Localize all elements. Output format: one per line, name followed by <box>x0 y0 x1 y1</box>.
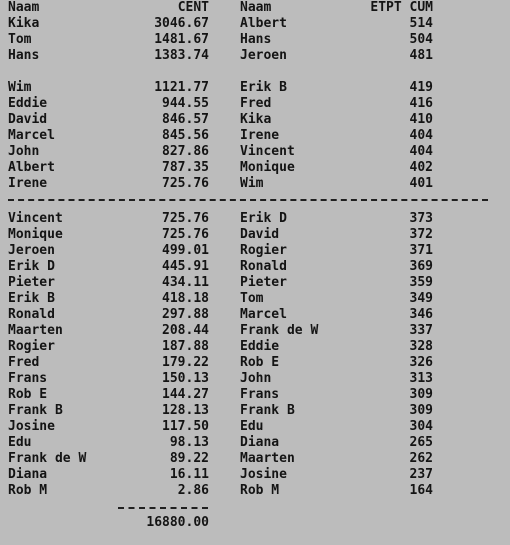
cent-row-name: John <box>8 144 40 159</box>
etpt-row-name: Rogier <box>240 243 287 258</box>
etpt-row-name: Pieter <box>240 275 287 290</box>
etpt-row-value: 164 <box>409 483 433 498</box>
cent-row-value: 787.35 <box>162 160 209 175</box>
etpt-row-name: Monique <box>240 160 295 175</box>
cent-row-name: Rogier <box>8 339 55 354</box>
etpt-row-name: Marcel <box>240 307 287 322</box>
cent-row-name: Marcel <box>8 128 55 143</box>
cent-row-value: 144.27 <box>162 387 209 402</box>
cent-row-name: Rob M <box>8 483 48 498</box>
etpt-row-value: 328 <box>409 339 433 354</box>
etpt-row-name: John <box>240 371 272 386</box>
etpt-row-value: 514 <box>409 16 433 31</box>
cent-row-value: 1121.77 <box>154 80 209 95</box>
cent-row-value: 418.18 <box>162 291 209 306</box>
etpt-row-name: Tom <box>240 291 264 306</box>
cent-row-name: Frank de W <box>8 451 87 466</box>
etpt-row-name: Rob E <box>240 355 280 370</box>
cent-row-value: 725.76 <box>162 227 209 242</box>
etpt-row-value: 419 <box>409 80 433 95</box>
etpt-row-value: 304 <box>409 419 433 434</box>
cent-row-value: 208.44 <box>162 323 209 338</box>
cent-row-name: Erik D <box>8 259 55 274</box>
etpt-row-name: Eddie <box>240 339 280 354</box>
etpt-row-name: Ronald <box>240 259 287 274</box>
cent-row-name: Irene <box>8 176 48 191</box>
cent-row-value: 16.11 <box>169 467 209 482</box>
cent-row-value <box>100 64 209 80</box>
section-separator <box>8 199 488 201</box>
etpt-row-value: 402 <box>409 160 433 175</box>
etpt-row-name: Jeroen <box>240 48 287 63</box>
etpt-row-name: Irene <box>240 128 280 143</box>
etpt-row-name: Maarten <box>240 451 295 466</box>
cent-row-name: David <box>8 112 48 127</box>
cent-row-name: Jeroen <box>8 243 55 258</box>
cent-row-name: Josine <box>8 419 55 434</box>
cent-row-value: 725.76 <box>162 176 209 191</box>
etpt-row-value: 237 <box>409 467 433 482</box>
cent-row-value: 187.88 <box>162 339 209 354</box>
etpt-row-name: Rob M <box>240 483 280 498</box>
etpt-row-name: Kika <box>240 112 272 127</box>
cent-row-name: Fred <box>8 355 40 370</box>
cent-row-value: 117.50 <box>162 419 209 434</box>
etpt-row-name: Erik D <box>240 211 287 226</box>
cent-row-name: Maarten <box>8 323 63 338</box>
etpt-row-name: Frank de W <box>240 323 319 338</box>
cent-row-name: Albert <box>8 160 55 175</box>
etpt-row-name: Diana <box>240 435 280 450</box>
cent-row-value: 1383.74 <box>154 48 209 63</box>
cent-row-value: 944.55 <box>162 96 209 111</box>
cent-row-name: Erik B <box>8 291 55 306</box>
cent-row-name: Wim <box>8 80 32 95</box>
etpt-row-value <box>340 64 433 80</box>
etpt-row-value: 372 <box>409 227 433 242</box>
cent-row-name: Ronald <box>8 307 55 322</box>
total-separator <box>118 507 208 509</box>
etpt-row-value: 309 <box>409 387 433 402</box>
etpt-row-value: 337 <box>409 323 433 338</box>
cent-row-name: Tom <box>8 32 32 47</box>
right-name-header: Naam <box>240 0 272 15</box>
etpt-row-value: 262 <box>409 451 433 466</box>
cent-row-value: 3046.67 <box>154 16 209 31</box>
cent-row-name: Hans <box>8 48 40 63</box>
etpt-row-value: 373 <box>409 211 433 226</box>
cent-row-value: 445.91 <box>162 259 209 274</box>
cent-row-value: 499.01 <box>162 243 209 258</box>
etpt-row-value: 404 <box>409 144 433 159</box>
etpt-row-name: Frank B <box>240 403 295 418</box>
etpt-row-name: David <box>240 227 280 242</box>
etpt-row-name: Wim <box>240 176 264 191</box>
etpt-row-value: 309 <box>409 403 433 418</box>
etpt-row-value: 401 <box>409 176 433 191</box>
cent-row-value: 150.13 <box>162 371 209 386</box>
etpt-row-name: Albert <box>240 16 287 31</box>
cent-row-value: 89.22 <box>169 451 209 466</box>
left-name-header: Naam <box>8 0 40 15</box>
cent-row-value: 434.11 <box>162 275 209 290</box>
etpt-row-value: 481 <box>409 48 433 63</box>
etpt-row-name: Josine <box>240 467 287 482</box>
cent-row-value: 845.56 <box>162 128 209 143</box>
cent-row-name: Edu <box>8 435 32 450</box>
etpt-row-name: Edu <box>240 419 264 434</box>
cent-row-value: 128.13 <box>162 403 209 418</box>
etpt-row-name: Fred <box>240 96 272 111</box>
cent-row-name: Pieter <box>8 275 55 290</box>
cent-row-value: 297.88 <box>162 307 209 322</box>
etpt-row-value: 265 <box>409 435 433 450</box>
cent-row-name: Rob E <box>8 387 48 402</box>
cent-row-value: 2.86 <box>177 483 209 498</box>
etpt-row-value: 326 <box>409 355 433 370</box>
etpt-row-value: 349 <box>409 291 433 306</box>
etpt-row-value: 410 <box>409 112 433 127</box>
etpt-row-name: Frans <box>240 387 280 402</box>
etpt-row-value: 404 <box>409 128 433 143</box>
cent-row-name: Monique <box>8 227 63 242</box>
etpt-row-value: 369 <box>409 259 433 274</box>
etpt-row-value: 346 <box>409 307 433 322</box>
cent-row-name: Frank B <box>8 403 63 418</box>
cent-row-value: 1481.67 <box>154 32 209 47</box>
cent-row-name: Vincent <box>8 211 63 226</box>
cent-row-name: Eddie <box>8 96 48 111</box>
etpt-row-name: Hans <box>240 32 272 47</box>
right-value-header: ETPT CUM <box>370 0 433 15</box>
etpt-row-value: 416 <box>409 96 433 111</box>
cent-row-value: 827.86 <box>162 144 209 159</box>
etpt-row-value: 359 <box>409 275 433 290</box>
cent-row-value: 846.57 <box>162 112 209 127</box>
cent-row-name: Kika <box>8 16 40 31</box>
cent-row-name: Diana <box>8 467 48 482</box>
cent-row-name: Frans <box>8 371 48 386</box>
etpt-row-name: Vincent <box>240 144 295 159</box>
etpt-row-value: 313 <box>409 371 433 386</box>
cent-row-value: 98.13 <box>169 435 209 450</box>
cent-total: 16880.00 <box>146 515 209 530</box>
left-value-header: CENT <box>177 0 209 15</box>
cent-row-value: 725.76 <box>162 211 209 226</box>
cent-row-value: 179.22 <box>162 355 209 370</box>
etpt-row-name: Erik B <box>240 80 287 95</box>
etpt-row-value: 504 <box>409 32 433 47</box>
etpt-row-value: 371 <box>409 243 433 258</box>
